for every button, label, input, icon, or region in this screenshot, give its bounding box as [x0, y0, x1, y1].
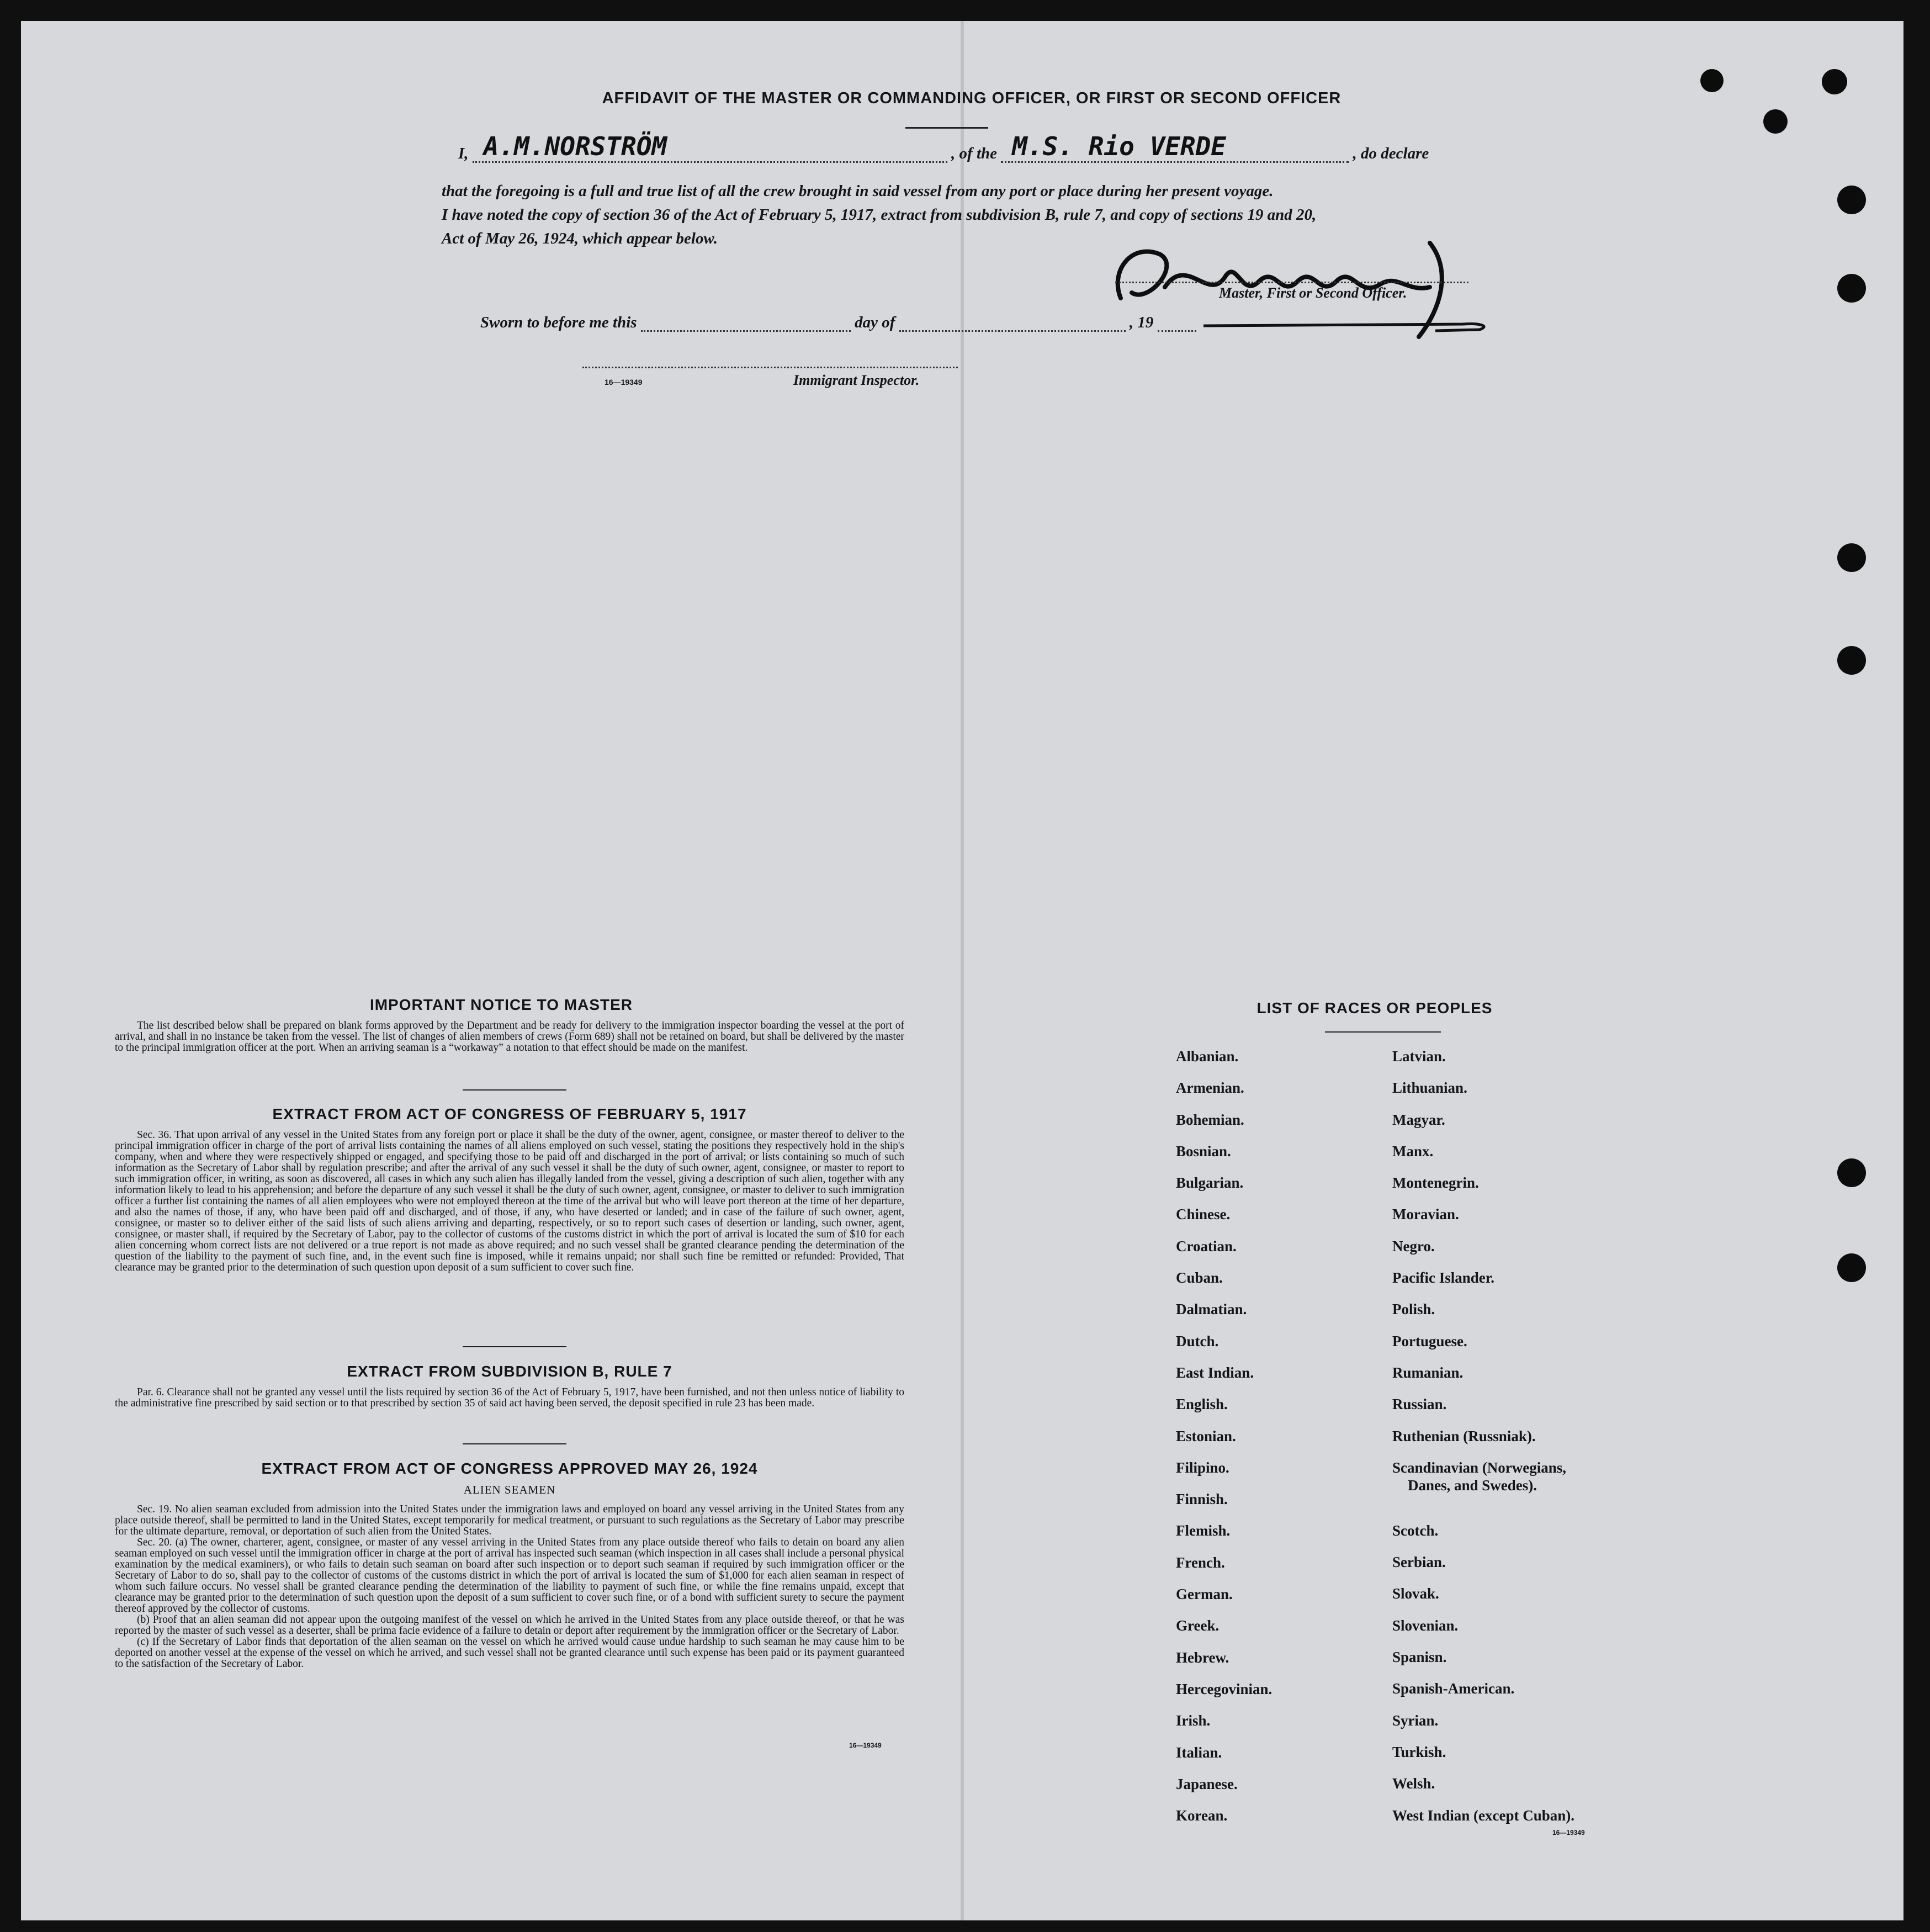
of-the-label: , of the	[951, 145, 998, 162]
races-left-column	[1176, 1048, 1272, 1839]
binder-hole	[1837, 186, 1866, 214]
race-item: Bohemian.	[1176, 1111, 1244, 1128]
binder-hole	[1763, 109, 1788, 134]
subdivision-text	[115, 1387, 904, 1409]
race-item: Danes, and Swedes).	[1408, 1476, 1537, 1494]
race-item: Spanisn.	[1392, 1649, 1447, 1666]
inspector-label: Immigrant Inspector.	[793, 372, 920, 388]
affidavit-line4: Act of May 26, 1924, which appear below.	[442, 230, 718, 247]
signature-caption: Master, First or Second Officer.	[1219, 285, 1407, 301]
race-item: Chinese.	[1176, 1206, 1231, 1223]
affidavit-line1	[458, 131, 1480, 183]
divider	[1325, 1031, 1441, 1033]
extract1924-text	[115, 1504, 904, 1670]
alien-seamen-subheading: ALIEN SEAMEN	[463, 1483, 556, 1496]
race-item: Portuguese.	[1392, 1332, 1467, 1349]
sworn-day-field	[641, 330, 851, 332]
officer-name-field	[473, 131, 947, 163]
race-item: Pacific Islander.	[1392, 1269, 1494, 1287]
race-item: Montenegrin.	[1392, 1174, 1479, 1192]
binder-hole	[1837, 274, 1866, 303]
sworn-month-field	[899, 330, 1126, 332]
race-item: Slovak.	[1392, 1585, 1439, 1602]
race-item: Irish.	[1176, 1712, 1211, 1729]
race-item: Spanish-American.	[1392, 1680, 1515, 1697]
race-item: English.	[1176, 1396, 1228, 1413]
race-item: Finnish.	[1176, 1491, 1228, 1508]
affidavit-line2: that the foregoing is a full and true list of all the crew brought in said vessel from any port or place during her present voyage.	[442, 182, 1274, 200]
sec20b-paragraph: (b) Proof that an alien seaman did not appear upon the outgoing manifest of the vessel on which he arrived in the United States from any place outside thereof, or that he was reported by the master of such vessel as a deserter, shall be prima facie evidence of a failure to detain or deport after requirement by the immigration officer or the Secretary of Labor.	[115, 1614, 904, 1637]
race-item: French.	[1176, 1554, 1225, 1571]
race-item: Croatian.	[1176, 1237, 1237, 1255]
race-item: Turkish.	[1392, 1743, 1446, 1760]
officer-name: A.M.NORSTRÖM	[483, 131, 667, 161]
divider	[905, 127, 988, 129]
race-item: Albanian.	[1176, 1048, 1239, 1065]
binder-hole	[1822, 69, 1847, 94]
sec20c-paragraph: (c) If the Secretary of Labor finds that deportation of the alien seaman on the vessel on which he arrived would cause undue hardship to such seaman he may cause him to be deported on another vessel at the expense of the vessel on which he arrived, and such vessel shall not be granted clearance until such expense has been paid or its payment guaranteed to the satisfaction of the Secretary of Labor.	[115, 1636, 904, 1670]
flourish-mark	[1203, 317, 1496, 334]
race-item: Dutch.	[1176, 1332, 1219, 1349]
extract1924-heading: EXTRACT FROM ACT OF CONGRESS APPROVED MAY 26, 1924	[261, 1460, 758, 1477]
race-item: Italian.	[1176, 1744, 1222, 1761]
race-item: Syrian.	[1392, 1712, 1439, 1729]
vessel-name: M.S. Rio VERDE	[1012, 131, 1226, 161]
sworn-year-field	[1158, 330, 1196, 332]
race-item: Scotch.	[1392, 1522, 1439, 1539]
page-fold	[961, 21, 964, 1920]
year-prefix: , 19	[1129, 314, 1154, 331]
race-item: Slovenian.	[1392, 1617, 1459, 1634]
race-item: Serbian.	[1392, 1554, 1446, 1571]
race-item: West Indian (except Cuban).	[1392, 1807, 1575, 1824]
notice-heading: IMPORTANT NOTICE TO MASTER	[369, 996, 633, 1013]
race-item: Russian.	[1392, 1396, 1447, 1413]
divider	[463, 1443, 566, 1444]
race-item: Filipino.	[1176, 1459, 1229, 1476]
sec19-paragraph: Sec. 19. No alien seaman excluded from admission into the United States under the immigration laws and employed on board any vessel arriving in the United States from any place outside thereof, shall be permitted to land in the United States, except temporarily for medical treatment, or pursuant to such regulations as the Secretary of Labor may prescribe for the ultimate departure, removal, or deportation of such alien from the United States.	[115, 1504, 904, 1537]
sec36-paragraph: Sec. 36. That upon arrival of any vessel in the United States from any foreign port or place it shall be the duty of the owner, agent, consignee, or master thereof to deliver to the principal immigration officer in charge of the port of arrival lists containing the names of all aliens employed on such vessel, stating the positions they respectively hold in the ship's company, when and where they were respectively shipped or engaged, and specifying those to be paid off and discharged in the port of arrival; or lists containing so much of such information as the Secretary of Labor shall by regulation prescribe; and after the arrival of any such vessel it shall be the duty of such owner, agent, consignee, or master to report to such immigration officer, in writing, as soon as discovered, all cases in which any such alien has illegally landed from the vessel, giving a description of such alien, together with any information likely to lead to his apprehension; and before the departure of any such vessel it shall be the duty of such owner, agent, consignee, or master to deliver to such immigration officer a further list containing the names of all alien employees who were not employed thereon at the time of the arrival but who will leave port thereon at the time of her departure, and also the names of those, if any, who have been paid off and discharged, and of those, if any, who have deserted or landed; and in case of the failure of such owner, agent, consignee, or master so to deliver either of the said lists of such aliens arriving and departing, respectively, or so to report such cases of desertion or landing, such owner, agent, consignee, or master shall, if required by the Secretary of Labor, pay to the collector of customs of the customs district in which the port of arrival is located the sum of $10 for each alien concerning whom correct lists are not delivered or a true report is not made as above required; and no such vessel shall be granted clearance pending the determination of the question of the liability to the payment of such fine, and, in the event such fine is imposed, while it remains unpaid; nor shall such fine be remitted or refunded: Provided, That clearance may be granted prior to the determination of such question upon deposit of a sum sufficient to cover such fine.	[115, 1129, 904, 1273]
binder-hole	[1837, 543, 1866, 572]
divider	[463, 1346, 566, 1347]
race-item: Welsh.	[1392, 1775, 1435, 1792]
binder-hole	[1837, 1158, 1866, 1187]
affidavit-form-number: 16—19349	[605, 378, 643, 387]
race-item: Rumanian.	[1392, 1364, 1464, 1381]
race-item: Japanese.	[1176, 1775, 1238, 1792]
races-right-column	[1392, 1048, 1574, 1839]
race-item: German.	[1176, 1586, 1233, 1603]
races-form-number: 16—19349	[1552, 1829, 1585, 1836]
race-item: Magyar.	[1392, 1111, 1445, 1128]
divider	[463, 1089, 566, 1091]
day-of-label: day of	[855, 314, 895, 331]
notice-text	[115, 1020, 904, 1054]
pronoun: I,	[458, 145, 469, 162]
binder-hole	[1700, 69, 1724, 92]
subdivision-heading: EXTRACT FROM SUBDIVISION B, RULE 7	[347, 1363, 672, 1380]
sworn-flourish	[1203, 317, 1496, 334]
race-item: Manx.	[1392, 1142, 1434, 1160]
race-item: Hebrew.	[1176, 1649, 1229, 1666]
notice-paragraph: The list described below shall be prepared on blank forms approved by the Department and be ready for delivery to the immigration inspector boarding the vessel at the port of arrival, and shall in no instance be taken from the vessel. The list of changes of alien members of crews (Form 689) shall not be retained on board, but shall be delivered by the master to the principal immigration officer at the port. When an arriving seaman is a “workaway” a notation to that effect should be made on the manifest.	[115, 1020, 904, 1054]
race-item: Armenian.	[1176, 1079, 1244, 1097]
races-heading: LIST OF RACES OR PEOPLES	[1256, 999, 1493, 1017]
affidavit-line3: I have noted the copy of section 36 of the Act of February 5, 1917, extract from subdivision B, rule 7, and copy of sections 19 and 20,	[442, 206, 1317, 224]
extract1917-text	[115, 1130, 904, 1273]
vessel-name-field	[1001, 131, 1349, 163]
race-item: Cuban.	[1176, 1269, 1223, 1287]
binder-hole	[1837, 646, 1866, 675]
affidavit-title: AFFIDAVIT OF THE MASTER OR COMMANDING OFFICER, OR FIRST OR SECOND OFFICER	[602, 89, 1342, 107]
inspector-line	[582, 367, 958, 368]
race-item: Bulgarian.	[1176, 1174, 1244, 1192]
declare-label: , do declare	[1353, 145, 1429, 162]
race-item: Hercegovinian.	[1176, 1680, 1272, 1697]
race-item: Estonian.	[1176, 1427, 1236, 1444]
race-item: Negro.	[1392, 1237, 1435, 1255]
sec20a-paragraph: Sec. 20. (a) The owner, charterer, agent, consignee, or master of any vessel arriving in the United States from any place outside thereof who fails to detain on board any alien seaman employed on such vessel until the immigration officer in charge at the port of arrival has inspected such seaman (which inspection in all cases shall include a personal physical examination by the medical examiners), or who fails to detain such seaman on board after such inspection or to deport such seaman if required by such immigration officer or the Secretary of Labor to do so, shall pay to the collector of customs of the customs district in which the port of arrival is located the sum of $1,000 for each alien seaman in respect of whom such failure occurs. No vessel shall be granted clearance pending the determination of the liability to payment of such fine, or while the fine remains unpaid, except that clearance may be granted prior to the determination of such question upon the deposit of a sum sufficient to cover such fine, or of a bond with sufficient surety to secure the payment thereof approved by the collector of customs.	[115, 1537, 904, 1615]
signature-line	[1115, 280, 1468, 283]
extract1924-form-number: 16—19349	[849, 1742, 882, 1749]
extract1917-heading: EXTRACT FROM ACT OF CONGRESS OF FEBRUARY 5, 1917	[272, 1105, 747, 1123]
race-item: Latvian.	[1392, 1048, 1446, 1065]
sworn-label: Sworn to before me this	[480, 314, 637, 331]
race-item: Dalmatian.	[1176, 1301, 1247, 1318]
race-item: Greek.	[1176, 1617, 1219, 1634]
race-item: Flemish.	[1176, 1522, 1231, 1539]
race-item: Korean.	[1176, 1807, 1228, 1824]
binder-hole	[1837, 1253, 1866, 1282]
race-item: Bosnian.	[1176, 1142, 1231, 1160]
race-item: Scandinavian (Norwegians,	[1392, 1459, 1567, 1476]
race-item: Polish.	[1392, 1301, 1435, 1318]
race-item: Moravian.	[1392, 1206, 1459, 1223]
par6-paragraph: Par. 6. Clearance shall not be granted any vessel until the lists required by section 36 of the Act of February 5, 1917, have been furnished, and not then unless notice of liability to the administrative fine prescribed by said section or to that prescribed by section 35 of said act having been served, the deposit specified in rule 23 has been made.	[115, 1386, 904, 1409]
race-item: Ruthenian (Russniak).	[1392, 1427, 1536, 1444]
race-item: Lithuanian.	[1392, 1079, 1467, 1097]
race-item: East Indian.	[1176, 1364, 1254, 1381]
